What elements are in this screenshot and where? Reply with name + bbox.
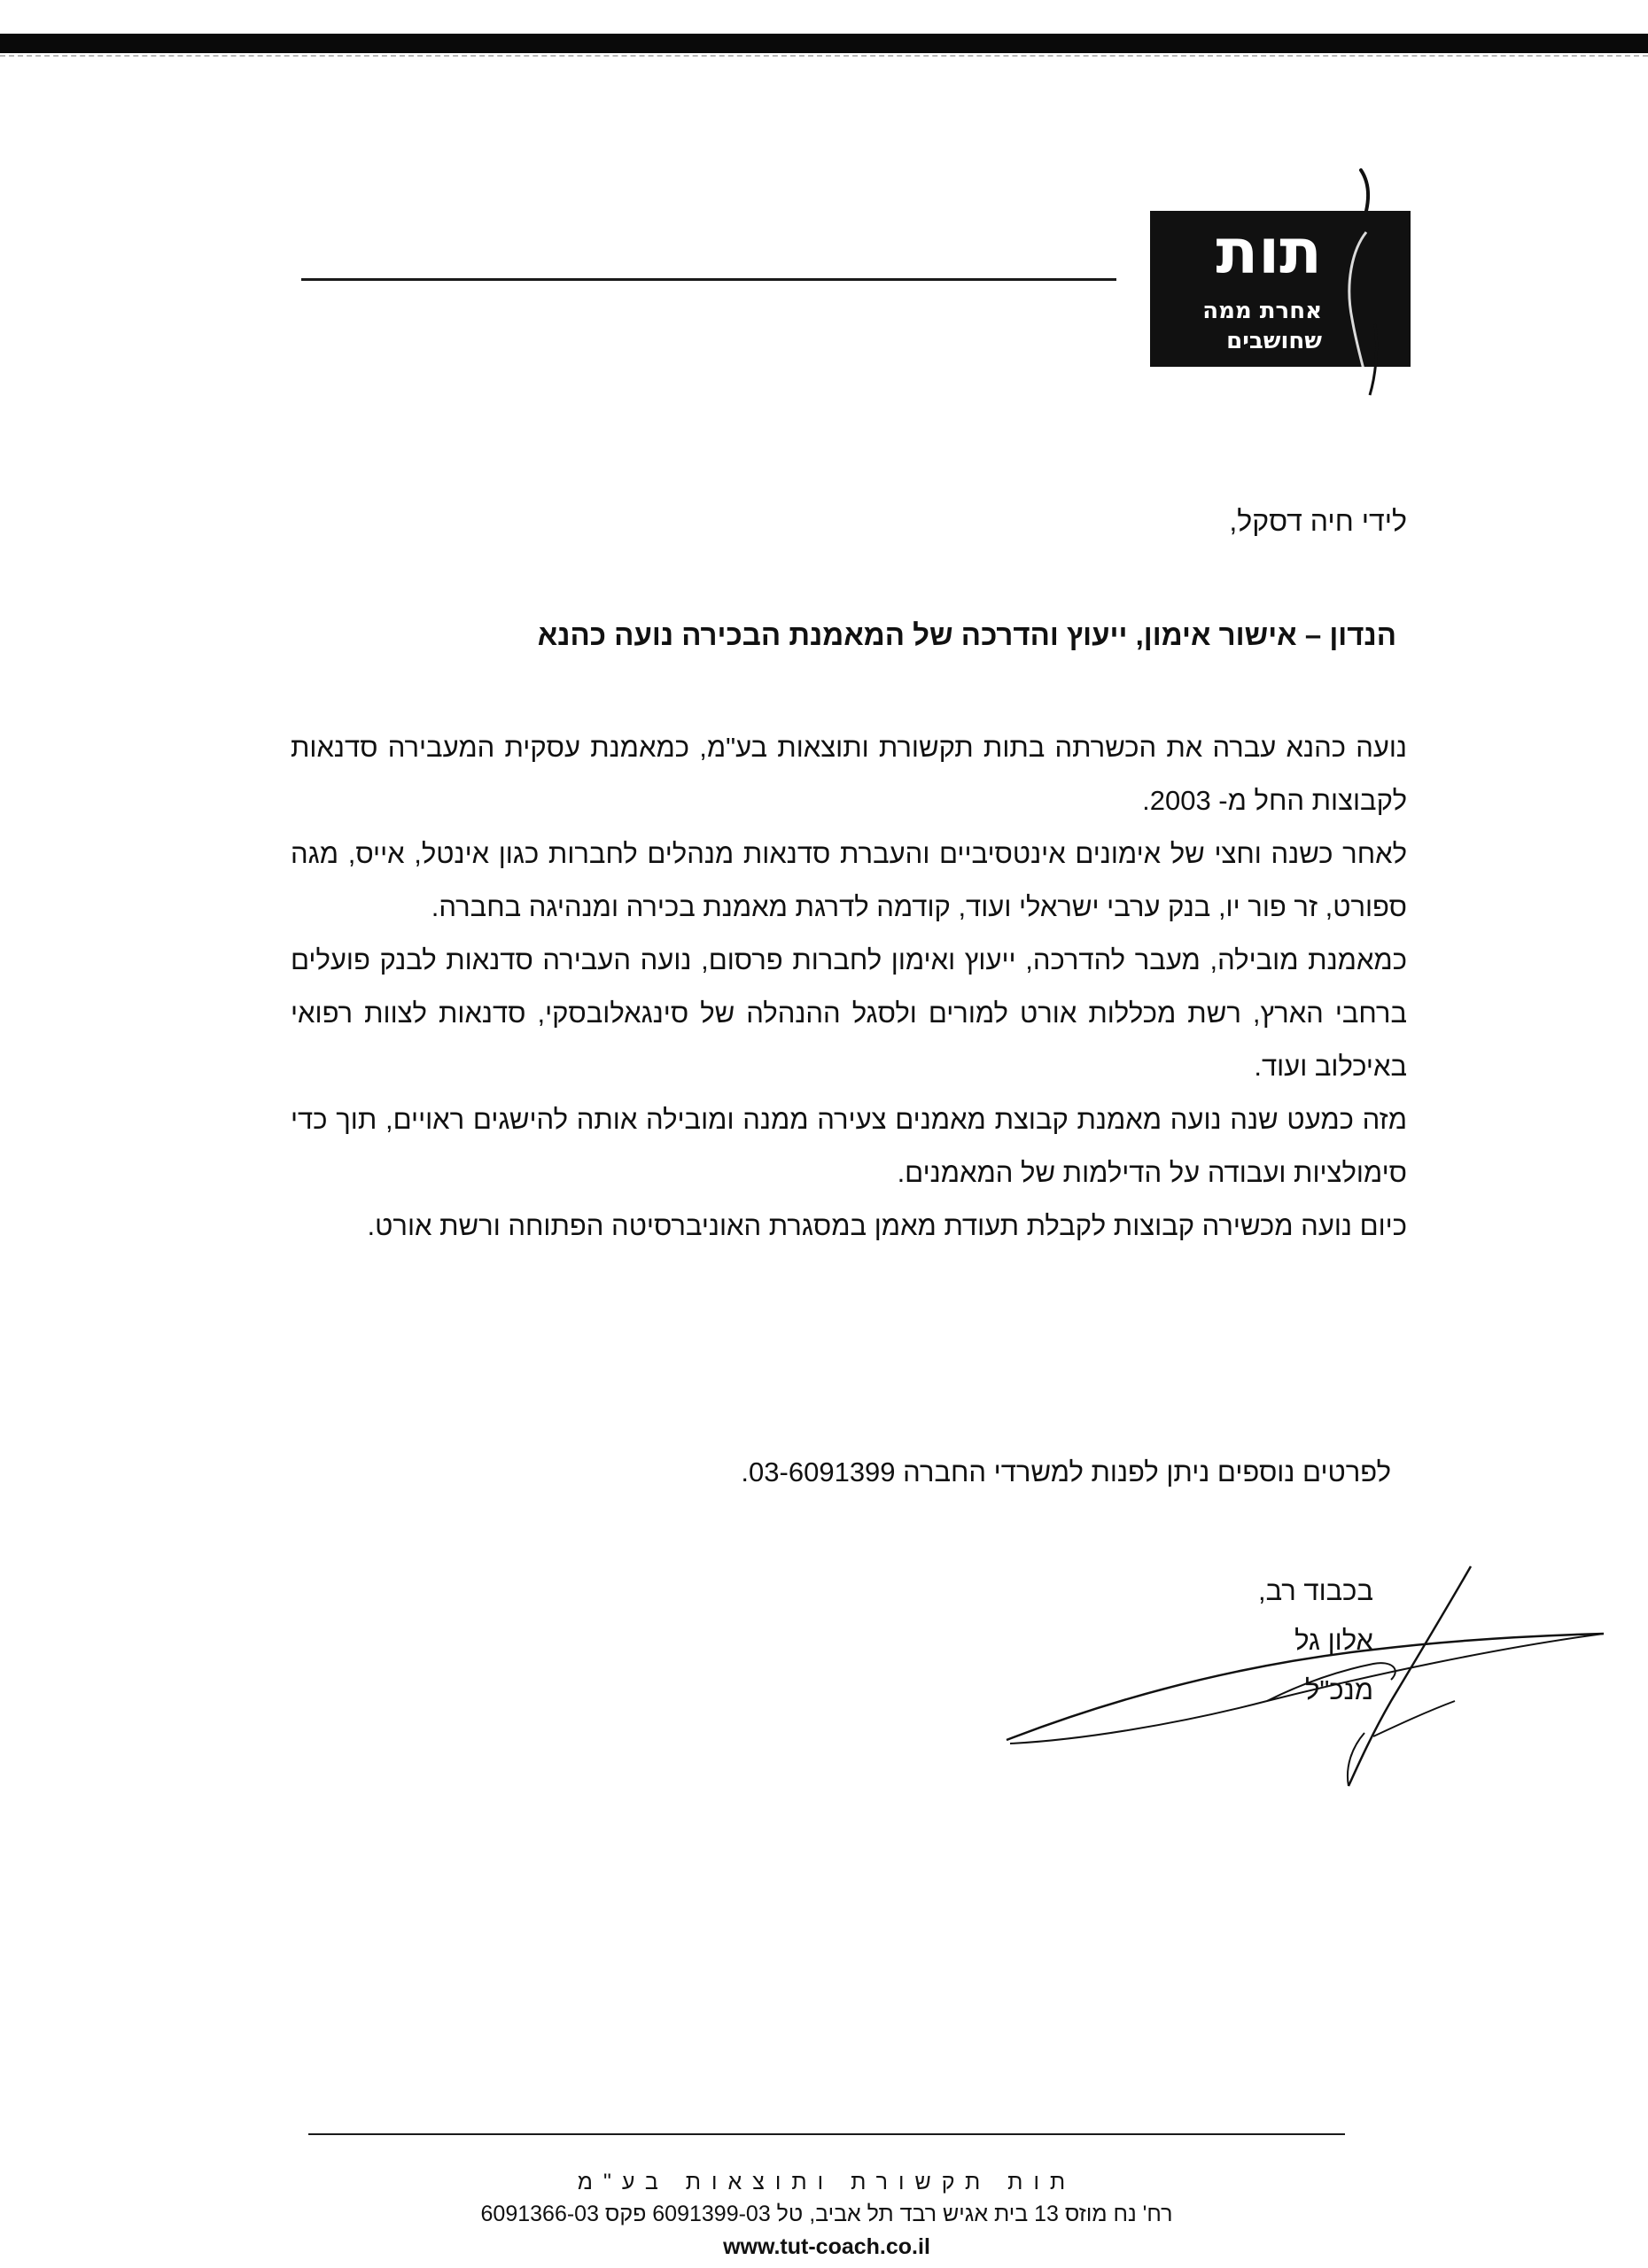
footer-company: תות תקשורת ותוצאות בע"מ (577, 2170, 1077, 2194)
logo-tagline: אחרת ממה שחושבים (1202, 298, 1322, 354)
contact-line: לפרטים נוספים ניתן לפנות למשרדי החברה 03-6091399. (741, 1456, 1391, 1487)
signer-title: מנכ"ל (1304, 1674, 1373, 1705)
addressee: לידי חיה דסקל, (1229, 505, 1407, 537)
footer-website: www.tut-coach.co.il (723, 2234, 930, 2259)
scan-top-border (0, 34, 1648, 53)
body-paragraph: כיום נועה מכשירה קבוצות לקבלת תעודת מאמן במסגרת האוניברסיטה הפתוחה ורשת אורט. (367, 1210, 1407, 1241)
logo-name: תות (1216, 215, 1322, 288)
footer-address: רח' נח מוזס 13 בית אגיש רבד תל אביב, טל 6091399-03 פקס 6091366-03 (480, 2202, 1173, 2226)
letter-footer (301, 2167, 1352, 2263)
scan-border-shadow (0, 55, 1648, 57)
handwritten-signature (1001, 1550, 1621, 1816)
chili-pepper-icon (1317, 168, 1396, 399)
letter-subject: הנדון – אישור אימון, ייעוץ והדרכה של המאמנת הבכירה נועה כהנא (537, 618, 1396, 651)
letterhead-rule (301, 278, 1116, 281)
body-paragraph: נועה כהנא עברה את הכשרתה בתות תקשורת ותוצאות בע"מ, כמאמנת עסקית המעבירה סדנאות לקבוצות החל מ- 2003. (291, 732, 1407, 816)
closing-salutation: בכבוד רב, (1258, 1575, 1373, 1606)
body-paragraph: לאחר כשנה וחצי של אימונים אינטסיביים והעברת סדנאות מנהלים לחברות כגון אינטל, אייס, מגה ספורט, זר פור יו, בנק ערבי ישראלי ועוד, קודמה לדרגת מאמנת בכירה ומנהיגה בחברה. (291, 838, 1407, 922)
signer-name: אלון גל (1294, 1625, 1373, 1656)
body-paragraph: מזה כמעט שנה נועה מאמנת קבוצת מאמנים צעירה ממנה ומובילה אותה להישגים ראויים, תוך כדי סימולציות ועבודה על הדילמות של המאמנים. (291, 1104, 1407, 1188)
footer-rule (308, 2133, 1345, 2135)
letter-body (291, 721, 1407, 1253)
body-paragraph: כמאמנת מובילה, מעבר להדרכה, ייעוץ ואימון לחברות פרסום, נועה העבירה סדנאות לבנק פועלים ברחבי הארץ, רשת מכללות אורט למורים ולסגל ההנהלה של סינגאלובסקי, סדנאות לצוות רפואי באיכלוב ועוד. (291, 944, 1407, 1082)
